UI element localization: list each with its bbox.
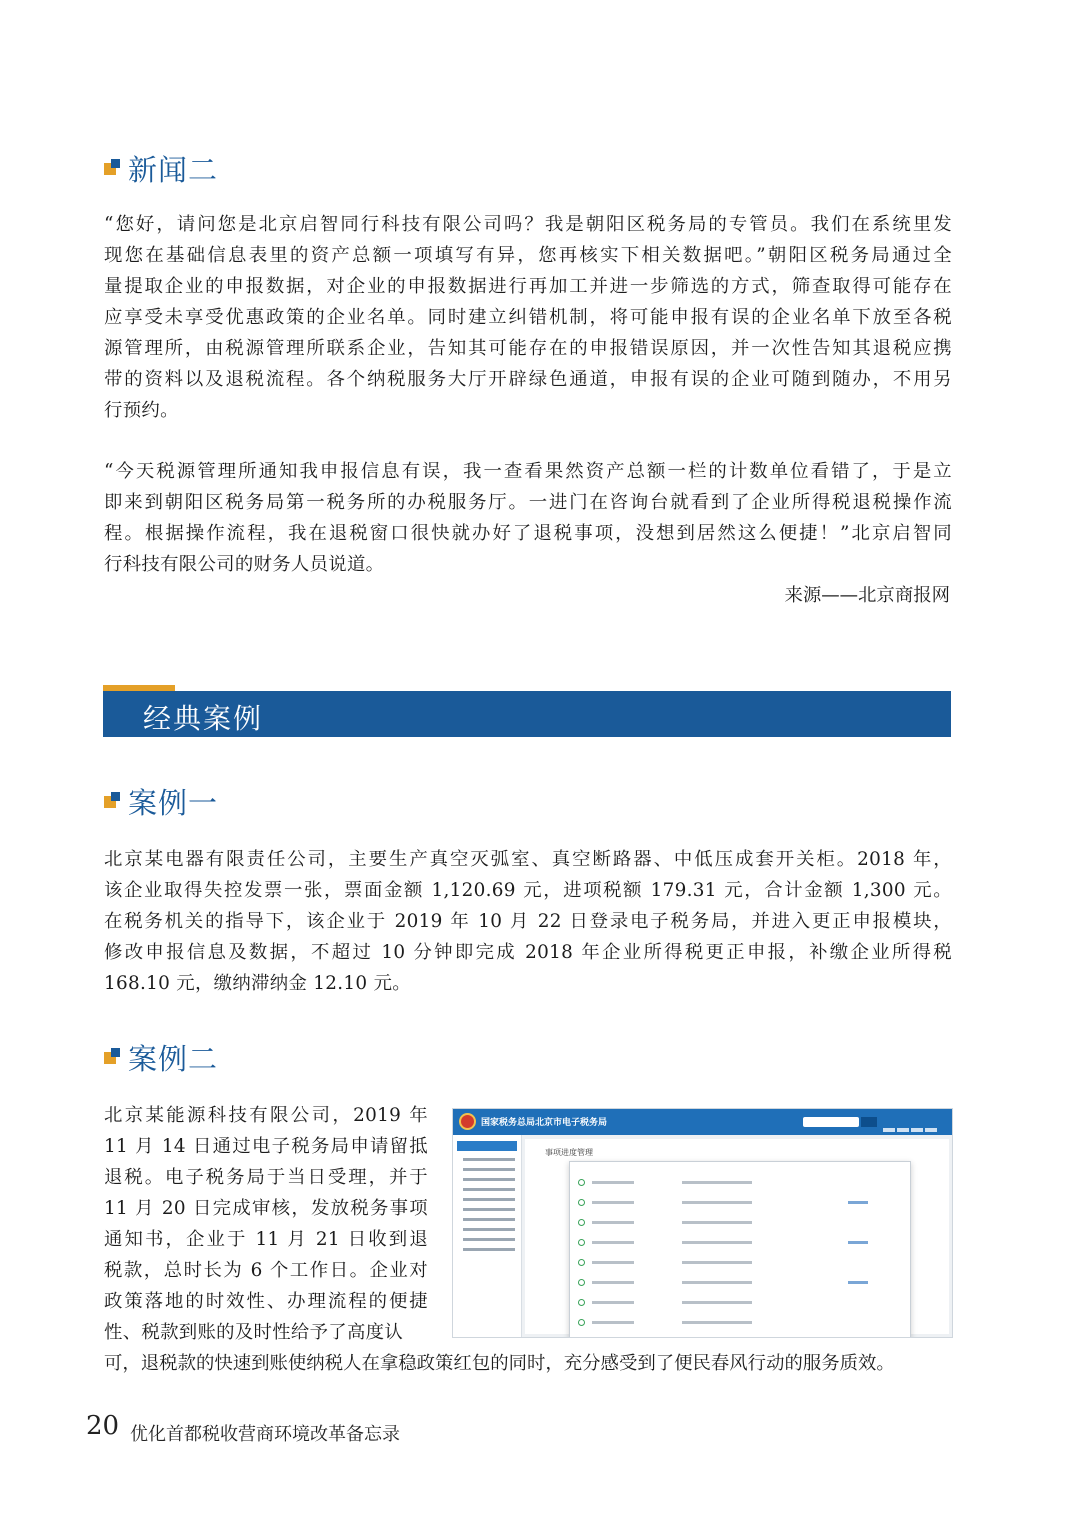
text-line: 168.10 元，缴纳滞纳金 12.10 元。 — [104, 973, 411, 994]
screenshot-search-box — [803, 1117, 859, 1127]
text-line: 现您在基础信息表里的资产总额一项填写有异，您再核实下相关数据吧。”朝阳区税务局通过全 — [104, 245, 952, 266]
text-line: 退税。电子税务局于当日受理，并于 — [104, 1167, 428, 1188]
heading-text: 案例一 — [128, 785, 219, 820]
page-number: 20 — [86, 1411, 120, 1441]
text-line: 11 月 20 日完成审核，发放税务事项 — [104, 1198, 428, 1219]
square-bullet-icon — [104, 792, 122, 810]
banner-title: 经典案例 — [143, 702, 264, 735]
text-line: 程。根据操作流程，我在退税窗口很快就办好了退税事项，没想到居然这么便捷！”北京启智同 — [104, 523, 952, 544]
text-line: 源管理所，由税源管理所联系企业，告知其可能存在的申报错误原因，并一次性告知其退税应携 — [104, 338, 952, 359]
text-line: 北京某能源科技有限公司，2019 年 — [104, 1105, 428, 1126]
text-line: 行预约。 — [104, 400, 179, 421]
text-line: 11 月 14 日通过电子税务局申请留抵 — [104, 1136, 428, 1157]
screenshot-header-bar — [453, 1109, 952, 1135]
section-banner — [103, 691, 951, 737]
text-line: 量提取企业的申报数据，对企业的申报数据进行再加工并进一步筛选的方式，筛查取得可能存在 — [104, 276, 952, 297]
news2-paragraph-2 — [104, 456, 952, 580]
screenshot-header-links — [883, 1117, 949, 1127]
text-line: 行科技有限公司的财务人员说道。 — [104, 554, 385, 575]
heading-text: 案例二 — [128, 1041, 219, 1076]
text-line: 即来到朝阳区税务局第一税务所的办税服务厅。一进门在咨询台就看到了企业所得税退税操作流 — [104, 492, 952, 513]
text-line: 应享受未享受优惠政策的企业名单。同时建立纠错机制，将可能申报有误的企业名单下放至各税 — [104, 307, 952, 328]
news2-paragraph-1 — [104, 209, 952, 426]
section-heading-case2 — [104, 1037, 218, 1077]
news2-source: 来源——北京商报网 — [784, 585, 950, 606]
text-line: “您好，请问您是北京启智同行科技有限公司吗？我是朝阳区税务局的专管员。我们在系统里发 — [104, 214, 952, 235]
tax-emblem-icon — [459, 1113, 476, 1130]
screenshot-main-title: 事项进度管理 — [545, 1148, 593, 1157]
text-line: 该企业取得失控发票一张，票面金额 1,120.69 元，进项税额 179.31 元，合计金额 1,300 元。 — [104, 880, 952, 901]
square-bullet-icon — [104, 159, 122, 177]
text-line: 通知书，企业于 11 月 21 日收到退 — [104, 1229, 428, 1250]
case1-paragraph — [104, 844, 952, 999]
screenshot-search-button — [861, 1117, 877, 1127]
text-line: 在税务机关的指导下，该企业于 2019 年 10 月 22 日登录电子税务局，并进入更正申报模块， — [104, 911, 952, 932]
square-bullet-icon — [104, 1048, 122, 1066]
text-line: 带的资料以及退税流程。各个纳税服务大厅开辟绿色通道，申报有误的企业可随到随办，不用另 — [104, 369, 952, 390]
screenshot-site-title: 国家税务总局北京市电子税务局 — [481, 1118, 608, 1128]
case2-paragraph — [104, 1100, 428, 1348]
e-tax-bureau-screenshot — [452, 1108, 953, 1338]
footer-book-title: 优化首都税收营商环境改革备忘录 — [130, 1424, 400, 1445]
text-line: 政策落地的时效性、办理流程的便捷 — [104, 1291, 428, 1312]
screenshot-progress-dialog — [569, 1161, 911, 1338]
text-line: “今天税源管理所通知我申报信息有误，我一查看果然资产总额一栏的计数单位看错了，于是立 — [104, 461, 952, 482]
text-line: 性、税款到账的及时性给予了高度认 — [104, 1322, 404, 1343]
heading-text: 新闻二 — [128, 152, 219, 187]
screenshot-sidebar — [453, 1135, 522, 1337]
text-line: 修改申报信息及数据，不超过 10 分钟即完成 2018 年企业所得税更正申报，补缴企业所得税 — [104, 942, 952, 963]
case2-paragraph-last-line: 可，退税款的快速到账使纳税人在拿稳政策红包的同时，充分感受到了便民春风行动的服务质效。 — [104, 1353, 895, 1374]
text-line: 北京某电器有限责任公司，主要生产真空灭弧室、真空断路器、中低压成套开关柜。2018 年， — [104, 849, 952, 870]
section-heading-case1 — [104, 781, 218, 821]
section-heading-news2 — [104, 148, 218, 188]
text-line: 税款，总时长为 6 个工作日。企业对 — [104, 1260, 428, 1281]
